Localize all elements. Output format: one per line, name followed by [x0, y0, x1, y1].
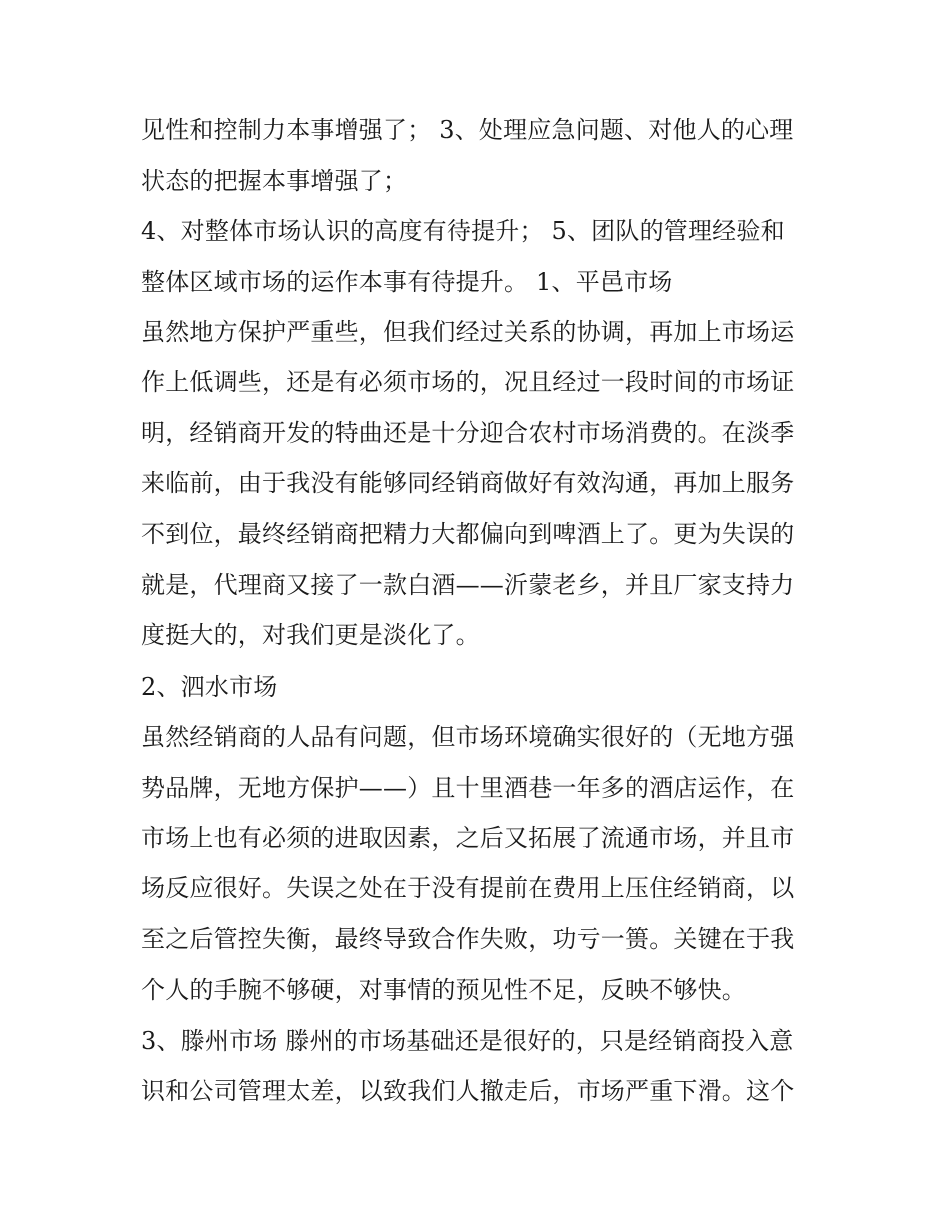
text-line-1: 见性和控制力本事增强了； 3、处理应急问题、对他人的心理 [141, 116, 794, 144]
text-line-10: 就是，代理商又接了一款白酒——沂蒙老乡，并且厂家支持力 [141, 571, 795, 599]
text-line-9: 不到位，最终经销商把精力大都偏向到啤酒上了。更为失误的 [141, 520, 795, 548]
text-line-12: 2、泗水市场 [141, 673, 278, 701]
text-line-14: 势品牌，无地方保护——）且十里酒巷一年多的酒店运作，在 [141, 774, 795, 802]
text-line-15: 市场上也有必须的进取因素，之后又拓展了流通市场，并且市 [141, 824, 795, 852]
text-line-17: 至之后管控失衡，最终导致合作失败，功亏一篑。关键在于我 [141, 925, 795, 953]
text-line-13: 虽然经销商的人品有问题，但市场环境确实很好的（无地方强 [141, 723, 795, 751]
text-line-4: 整体区域市场的运作本事有待提升。 1、平邑市场 [141, 268, 673, 296]
text-line-16: 场反应很好。失误之处在于没有提前在费用上压住经销商，以 [141, 874, 795, 902]
text-line-2: 状态的把握本事增强了； [141, 167, 408, 195]
text-line-8: 来临前，由于我没有能够同经销商做好有效沟通，再加上服务 [141, 469, 795, 497]
text-line-18: 个人的手腕不够硬，对事情的预见性不足，反映不够快。 [141, 976, 746, 1004]
text-line-20: 识和公司管理太差，以致我们人撤走后，市场严重下滑。这个 [141, 1077, 795, 1105]
text-line-19: 3、滕州市场 滕州的市场基础还是很好的，只是经销商投入意 [141, 1027, 794, 1055]
text-line-7: 明，经销商开发的特曲还是十分迎合农村市场消费的。在淡季 [141, 419, 795, 447]
text-line-11: 度挺大的，对我们更是淡化了。 [141, 621, 480, 649]
text-line-5: 虽然地方保护严重些，但我们经过关系的协调，再加上市场运 [141, 318, 795, 346]
text-line-6: 作上低调些，还是有必须市场的，况且经过一段时间的市场证 [141, 368, 795, 396]
text-line-3: 4、对整体市场认识的高度有待提升； 5、团队的管理经验和 [141, 217, 785, 245]
